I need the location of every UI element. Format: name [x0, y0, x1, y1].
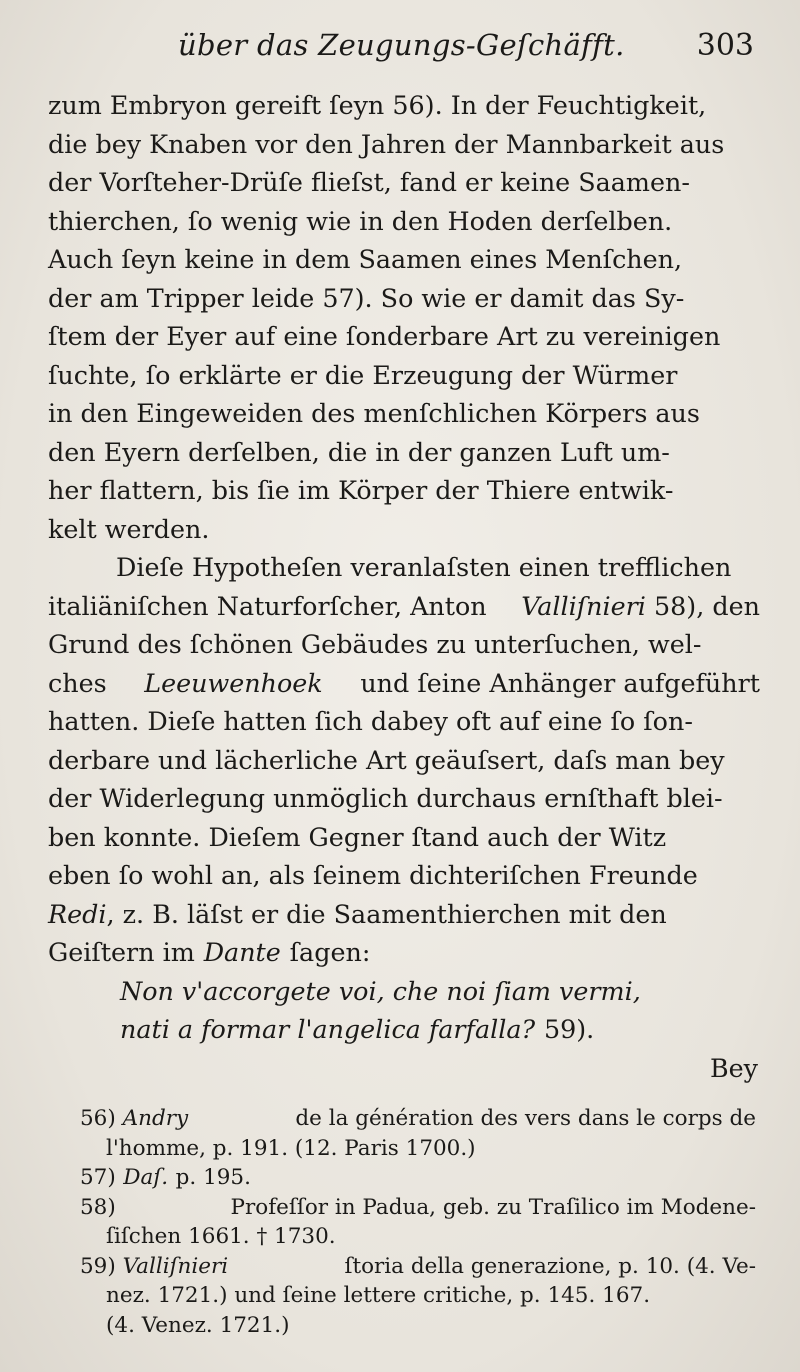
text-line: der Widerlegung unmöglich durchaus ernſthaft blei- — [48, 783, 723, 813]
text-line: in den Eingeweiden des menſchlichen Körpers aus — [48, 398, 700, 428]
text-line: derbare und lächerliche Art geäuſsert, daſs man bey — [48, 744, 725, 775]
text-line — [48, 664, 760, 703]
verse-line: nati a formar l'angelica farfalla? 59). — [120, 1014, 595, 1044]
text-line: kelt werden. — [48, 513, 210, 544]
page-header — [48, 28, 760, 72]
footnote-59: 59) Valliſnieri ſtoria della generazione, p. 10. (4. Ve- — [80, 1253, 756, 1279]
text-line: Auch ſeyn keine in dem Saamen eines Menſchen, — [48, 244, 683, 274]
running-title: über das Zeugungs-Geſchäfft. — [178, 28, 625, 62]
person-name: Leeuwenhoek — [144, 667, 323, 698]
text-line: den Eyern derſelben, die in der ganzen Luft um- — [48, 436, 670, 467]
text-line: thierchen, ſo wenig wie in den Hoden derſelben. — [48, 205, 673, 236]
text-line: ben konnte. Dieſem Gegner ſtand auch der Witz — [48, 821, 667, 852]
text-line — [48, 587, 760, 626]
text-line: der Vorſteher-Drüſe flieſst, fand er keine Saamen- — [48, 167, 690, 197]
main-text — [48, 86, 760, 1087]
text-span: ches — [48, 667, 107, 698]
verse-line: Non v'accorgete voi, che noi ſiam vermi, — [120, 975, 641, 1006]
text-span: und ſeine Anhänger aufgeführt — [360, 667, 760, 698]
footnote-57: 57) Daſ. p. 195. — [80, 1165, 251, 1190]
text-span: Geiſtern im — [48, 937, 195, 967]
text-line: hatten. Dieſe hatten ſich dabey oft auf eine ſo ſon- — [48, 706, 693, 736]
text-line: her flattern, bis ſie im Körper der Thiere entwik- — [48, 475, 674, 505]
footnote-56-cont: l'homme, p. 191. (12. Paris 1700.) — [106, 1135, 476, 1161]
text-line: ſuchte, ſo erklärte er die Erzeugung der Würmer — [48, 359, 678, 390]
footnote-56: 56) Andry de la génération des vers dans le corps de — [80, 1106, 756, 1131]
text-line: die bey Knaben vor den Jahren der Mannbarkeit aus — [48, 128, 725, 159]
footnotes — [80, 1104, 756, 1340]
text-line: zum Embryon gereift ſeyn 56). In der Feuchtigkeit, — [48, 90, 707, 120]
catchword: Bey — [709, 1052, 758, 1083]
text-line: ſtem der Eyer auf eine ſonderbare Art zu vereinigen — [48, 321, 721, 351]
footnote-59-cont: (4. Venez. 1721.) — [106, 1312, 290, 1338]
text-line: Dieſe Hypotheſen veranlaſsten einen trefflichen — [116, 552, 732, 582]
text-line: der am Tripper leide 57). So wie er damit das Sy- — [48, 282, 685, 313]
text-line: eben ſo wohl an, als ſeinem dichteriſchen Freunde — [48, 860, 698, 890]
footnote-59-cont: nez. 1721.) und ſeine lettere critiche, p. 145. 167. — [106, 1283, 651, 1308]
page-number: 303 — [696, 28, 754, 63]
text-span: ſagen: — [289, 937, 371, 967]
person-name: Valliſnieri 58), den — [521, 590, 760, 621]
text-span: Redi, z. B. läſst er die Saamenthierchen mit den — [48, 898, 667, 929]
text-line — [48, 895, 760, 934]
text-line: Grund des ſchönen Gebäudes zu unterſuchen, wel- — [48, 629, 702, 659]
footnote-58: 58) Profeſſor in Padua, geb. zu Traſilico im Modene- — [80, 1194, 756, 1220]
person-name: Dante — [203, 937, 281, 967]
footnote-58-cont: ſiſchen 1661. † 1730. — [106, 1224, 336, 1249]
text-line — [48, 933, 760, 972]
text-span: italiäniſchen Naturforſcher, Anton — [48, 590, 487, 621]
